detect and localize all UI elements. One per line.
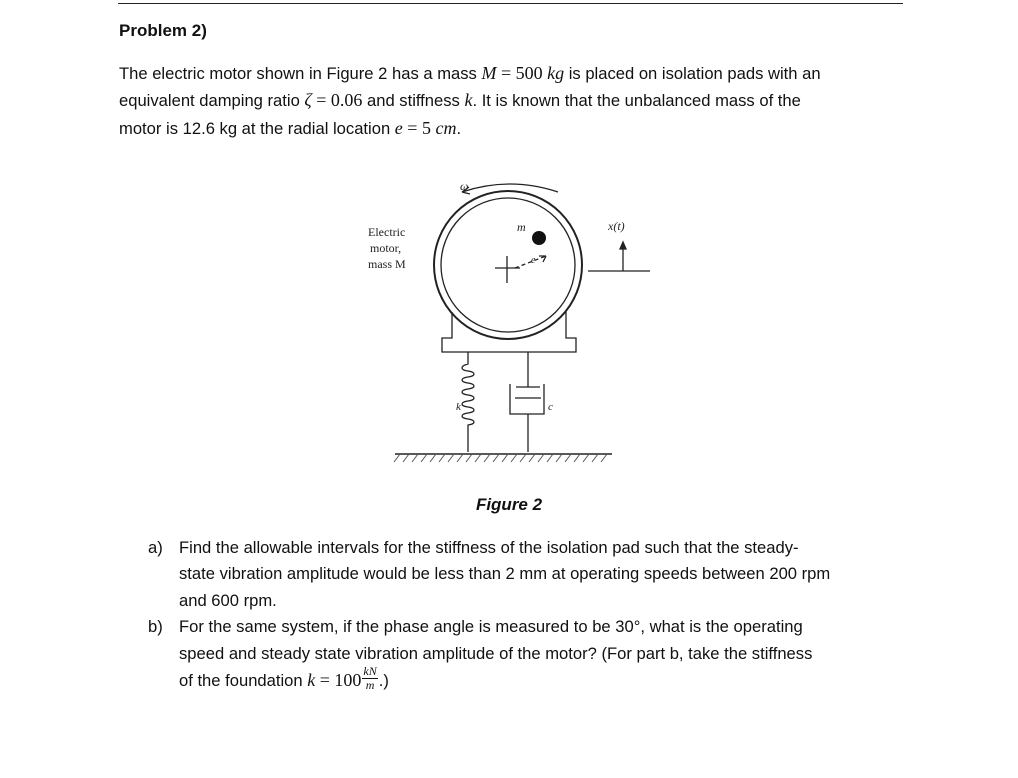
damper bbox=[510, 352, 544, 452]
motor-housing-inner bbox=[441, 198, 575, 332]
question-b: b) For the same system, if the phase angle is measured to be 30°, what is the operating speed and steady state vibration amplitude of the motor? (For part b, take the stiffness of the foundation k = 100 $\frac{kN}{m}$ .) bbox=[148, 614, 908, 695]
motor-diagram bbox=[310, 152, 710, 480]
motor-label-line3: mass M bbox=[368, 257, 406, 271]
question-a: a) Find the allowable intervals for the stiffness of the isolation pad such that the steady- state vibration amplitude would be less than 2 mm at operating speeds between 200 rpm and 600 rpm. bbox=[148, 535, 908, 614]
c-label: c bbox=[548, 401, 553, 413]
spring bbox=[462, 352, 474, 452]
problem-statement: The electric motor shown in Figure 2 has a mass M = 500 kg is placed on isolation pads with an equivalent damping ratio ζ = 0.06 and stiffness k. It is known that the unbalanced mass of the motor is 12.6 kg at the radial location e = 5 cm. bbox=[119, 63, 821, 138]
unit-fraction: $\frac{kN}{m}$ bbox=[363, 664, 377, 693]
omega-label: ω bbox=[460, 179, 469, 193]
mass-m-label: m bbox=[517, 220, 526, 234]
motor-label-line1: Electric bbox=[368, 225, 406, 239]
question-a-label: a) bbox=[148, 538, 163, 557]
motor-label-line2: motor, bbox=[370, 241, 402, 255]
top-rule bbox=[118, 3, 903, 4]
k-label: k bbox=[456, 401, 461, 413]
unbalanced-mass bbox=[532, 231, 546, 245]
problem-heading: Problem 2) bbox=[119, 21, 207, 40]
figure-caption: Figure 2 bbox=[475, 495, 543, 514]
x-label: x(t) bbox=[608, 219, 625, 233]
e-label: e bbox=[531, 255, 536, 266]
question-b-label: b) bbox=[148, 617, 163, 637]
motor-housing-outer bbox=[434, 191, 582, 339]
question-list bbox=[148, 535, 908, 695]
